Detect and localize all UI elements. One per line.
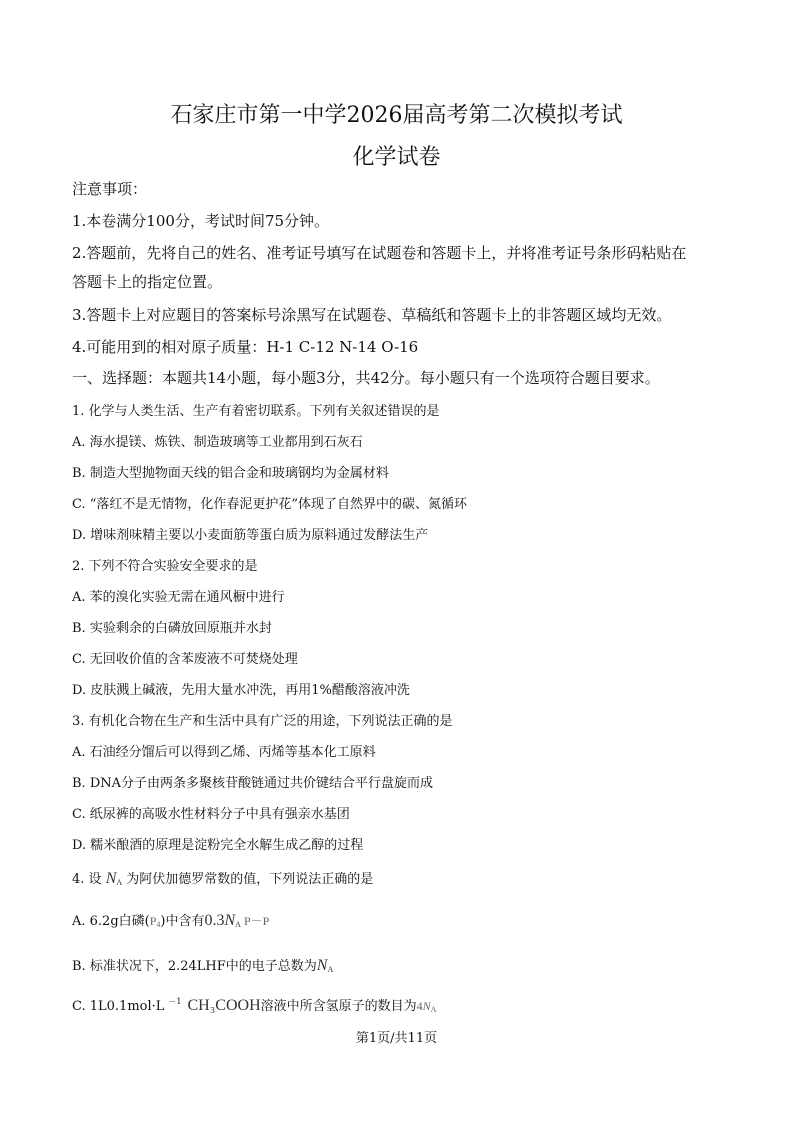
exam-subject: 化学试卷 <box>352 145 441 170</box>
q3-option-a: A. 石油经分馏后可以得到乙烯、丙烯等基本化工原料 <box>72 745 376 760</box>
question-1: 1. 化学与人类生活、生产有着密切联系。下列有关叙述错误的是 <box>72 404 440 419</box>
p4-formula: $P_4$ <box>149 914 161 929</box>
note-1: 1.本卷满分100分，考试时间75分钟。 <box>72 212 330 230</box>
q2-option-d: D. 皮肤溅上碱液，先用大量水冲洗，再用1%醋酸溶液冲洗 <box>72 683 410 698</box>
section-header: 一、选择题：本题共14小题，每小题3分，共42分。每小题只有一个选项符合题目要求。 <box>72 369 660 387</box>
p-p-bond: P－P <box>240 914 270 928</box>
q1-option-b: B. 制造大型抛物面天线的铝合金和玻璃钢均为金属材料 <box>72 466 389 481</box>
q2-option-a: A. 苯的溴化实验无需在通风橱中进行 <box>72 590 285 605</box>
q2-option-c: C. 无回收价值的含苯废液不可焚烧处理 <box>72 652 298 667</box>
avogadro-symbol-b: $N_A$ <box>316 957 334 974</box>
q4-option-b: B. 标准状况下，2.24LHF中的电子总数为$N_A$ <box>72 957 334 974</box>
q1-option-d: D. 增味剂味精主要以小麦面筋等蛋白质为原料通过发酵法生产 <box>72 528 429 543</box>
acetic-acid-formula: CH₃COOH <box>187 997 261 1014</box>
note-2: 2.答题前，先将自己的姓名、准考证号填写在试题卷和答题卡上，并将准考证号条形码粘贴在 <box>72 244 687 262</box>
q3-option-d: D. 糯米酿酒的原理是淀粉完全水解生成乙醇的过程 <box>72 838 364 853</box>
note-3: 3.答题卡上对应题目的答案标号涂黑写在试题卷、草稿纸和答题卡上的非答题区域均无效。 <box>72 306 672 324</box>
avogadro-symbol-a: $N_A$ <box>224 912 241 929</box>
question-2: 2. 下列不符合实验安全要求的是 <box>72 559 258 574</box>
q4-option-c: C. 1L0.1mol·L $^{-1}$ CH₃COOH溶液中所含氢原子的数目为$4N_A$ <box>72 997 437 1014</box>
notice-header: 注意事项： <box>72 180 148 198</box>
avogadro-symbol: $N_A$ <box>105 870 123 887</box>
question-3: 3. 有机化合物在生产和生活中具有广泛的用途，下列说法正确的是 <box>72 714 453 729</box>
avogadro-symbol-c: $N_A$ <box>422 999 437 1014</box>
q4-option-a: A. 6.2g白磷$(P_4)$中含有$0.3N_A$ P－P <box>72 912 270 929</box>
q4-stem-post: 为阿伏加德罗常数的值，下列说法正确的是 <box>126 872 374 887</box>
q2-option-b: B. 实验剩余的白磷放回原瓶并水封 <box>72 621 272 636</box>
q3-option-b: B. DNA分子由两条多聚核苷酸链通过共价键结合平行盘旋而成 <box>72 776 434 791</box>
q1-option-c: C. “落红不是无情物，化作春泥更护花”体现了自然界中的碳、氮循环 <box>72 497 468 512</box>
q4-stem-pre: 4. 设 <box>72 872 102 887</box>
note-4: 4.可能用到的相对原子质量：H-1 C-12 N-14 O-16 <box>72 338 419 356</box>
note-2-cont: 答题卡上的指定位置。 <box>72 273 223 291</box>
page-footer: 第1页/共11页 <box>355 1031 438 1046</box>
q3-option-c: C. 纸尿裤的高吸水性材料分子中具有强亲水基团 <box>72 807 350 822</box>
q1-option-a: A. 海水提镁、炼铁、制造玻璃等工业都用到石灰石 <box>72 435 363 450</box>
question-4 <box>72 868 373 888</box>
exam-title: 石家庄市第一中学2026届高考第二次模拟考试 <box>170 103 623 128</box>
